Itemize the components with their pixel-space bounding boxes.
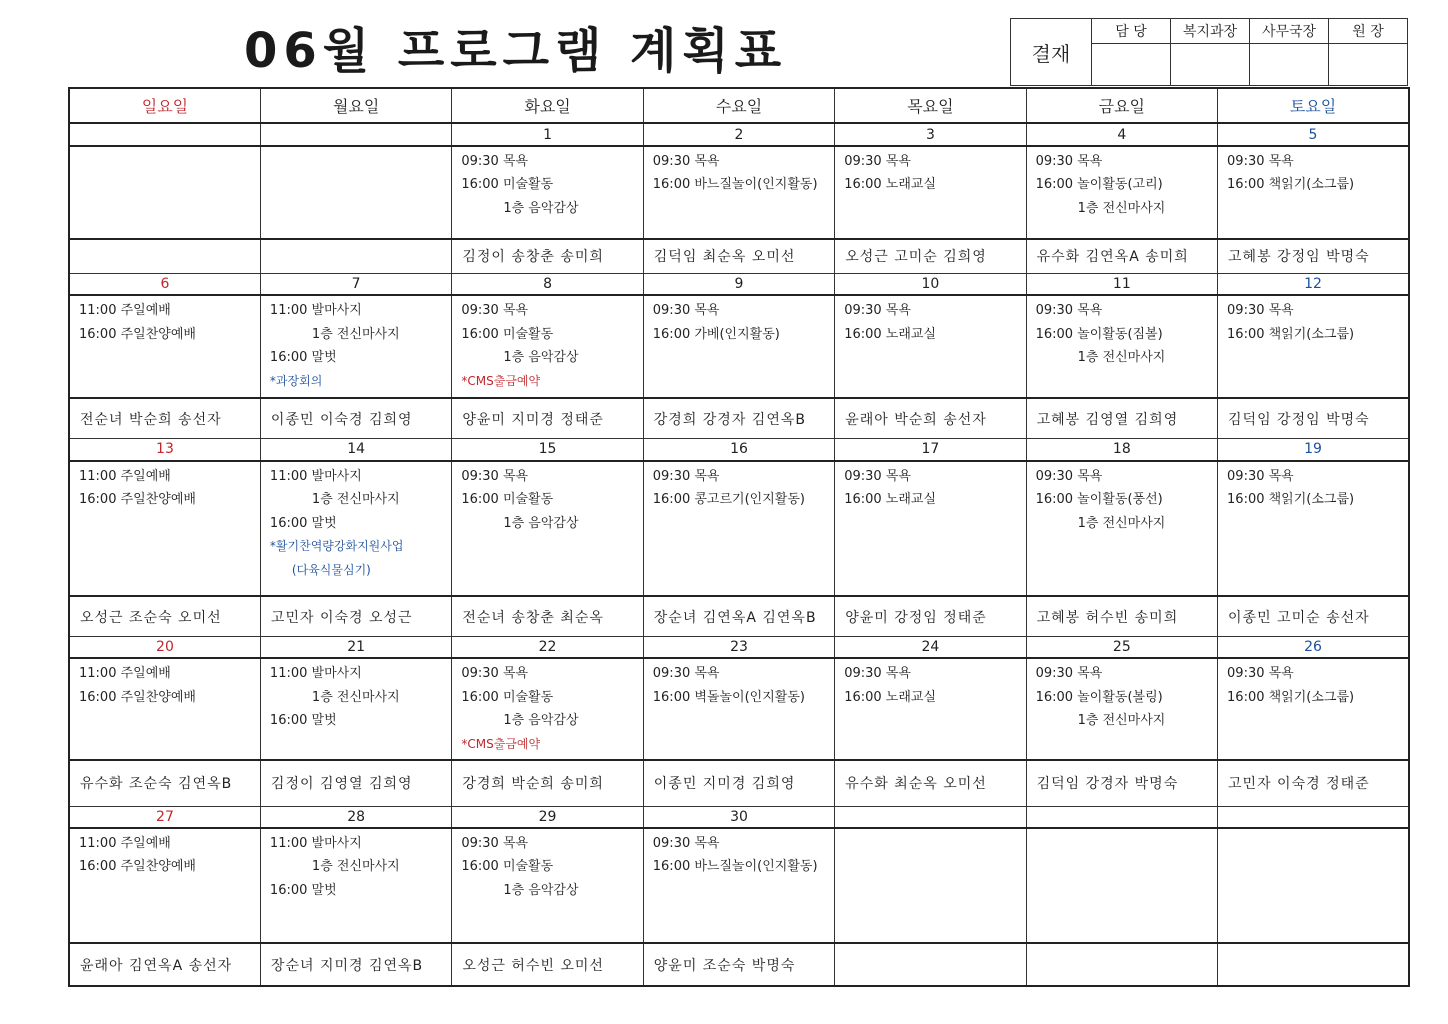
event-item: 09:30 목욕 xyxy=(1227,153,1294,169)
event-item: 09:30 목욕 xyxy=(461,153,529,169)
event-item: 09:30 목욕 xyxy=(461,303,529,318)
event-item: 11:00 발마사지 xyxy=(269,468,362,484)
event-list xyxy=(452,147,642,221)
event-item: 09:30 목욕 xyxy=(652,835,720,851)
date-cell: 1 xyxy=(452,123,643,145)
event-list xyxy=(70,296,260,346)
event-item: 16:00 주일찬양예배 xyxy=(79,859,196,875)
day-event-cell[interactable] xyxy=(260,146,451,239)
event-row xyxy=(69,146,1409,239)
event-item: 09:30 목욕 xyxy=(844,666,911,682)
event-list xyxy=(70,462,260,512)
event-item: 16:00 미술활동 xyxy=(461,326,554,342)
date-cell: 27 xyxy=(69,806,260,828)
event-item: 1층 음악감상 xyxy=(503,515,579,531)
event-item: 16:00 바느질놀이(인지활동) xyxy=(652,177,818,193)
event-list xyxy=(452,829,642,903)
participants-cell: 고혜봉 허수빈 송미희 xyxy=(1026,596,1217,636)
date-cell: 8 xyxy=(452,273,643,295)
participants-cell: 오성근 허수빈 오미선 xyxy=(452,943,643,986)
weekday-header: 수요일 xyxy=(643,88,834,123)
event-list xyxy=(261,829,451,903)
event-item: 09:30 목욕 xyxy=(1227,468,1294,484)
event-item: 16:00 노래교실 xyxy=(844,326,937,342)
participants-cell: 김정이 송창춘 송미희 xyxy=(452,239,643,273)
names-row xyxy=(69,943,1409,986)
day-event-cell[interactable] xyxy=(452,828,643,943)
event-item: 16:00 놀이활동(볼링) xyxy=(1035,689,1163,705)
event-item: 16:00 말벗 xyxy=(269,713,337,729)
event-item: 09:30 목욕 xyxy=(1035,666,1103,682)
day-event-cell[interactable] xyxy=(1026,295,1217,398)
event-item: 16:00 가베(인지활동) xyxy=(652,326,780,342)
signature-box[interactable] xyxy=(1250,44,1329,86)
event-list xyxy=(452,296,642,393)
participants-cell: 유수화 조순숙 김연옥B xyxy=(69,760,260,807)
event-list xyxy=(452,462,642,536)
date-cell: 26 xyxy=(1218,637,1409,659)
event-item: 1층 음악감상 xyxy=(503,350,579,365)
participants-cell xyxy=(69,239,260,273)
participants-cell: 장순녀 김연옥A 김연옥B xyxy=(643,596,834,636)
participants-cell: 김덕임 강정임 박명숙 xyxy=(1218,398,1409,438)
day-event-cell[interactable] xyxy=(1218,658,1409,759)
day-event-cell[interactable] xyxy=(1026,461,1217,597)
day-event-cell[interactable] xyxy=(452,658,643,759)
event-row xyxy=(69,295,1409,398)
day-event-cell[interactable] xyxy=(835,461,1026,597)
event-list xyxy=(1218,147,1408,197)
event-list xyxy=(835,296,1025,346)
day-event-cell[interactable] xyxy=(643,146,834,239)
day-event-cell[interactable] xyxy=(69,828,260,943)
event-item: 16:00 벽돌놀이(인지활동) xyxy=(652,689,805,705)
participants-cell xyxy=(1026,943,1217,986)
participants-cell: 고혜봉 김영열 김희영 xyxy=(1026,398,1217,438)
day-event-cell[interactable] xyxy=(260,461,451,597)
weekday-header: 일요일 xyxy=(69,88,260,123)
date-cell: 12 xyxy=(1218,273,1409,295)
event-item: 1층 전신마사지 xyxy=(311,326,400,342)
day-event-cell[interactable] xyxy=(1218,146,1409,239)
event-item: 09:30 목욕 xyxy=(461,468,529,484)
weekday-header: 월요일 xyxy=(260,88,451,123)
event-item: 16:00 주일찬양예배 xyxy=(79,492,196,507)
event-item: 16:00 주일찬양예배 xyxy=(79,689,196,705)
event-note: *과장회의 xyxy=(269,373,323,388)
event-item: 09:30 목욕 xyxy=(844,468,911,484)
event-list xyxy=(1027,296,1217,370)
participants-cell: 강경희 박순희 송미희 xyxy=(452,760,643,807)
calendar-table xyxy=(68,87,1410,987)
participants-cell: 전순녀 박순희 송선자 xyxy=(69,398,260,438)
names-row xyxy=(69,239,1409,273)
event-item: 16:00 미술활동 xyxy=(461,492,554,507)
event-list xyxy=(835,462,1025,512)
weekday-header: 토요일 xyxy=(1218,88,1409,123)
day-event-cell[interactable] xyxy=(835,828,1026,943)
weekday-header-row xyxy=(69,88,1409,123)
event-item: 16:00 노래교실 xyxy=(844,492,937,507)
event-item: 1층 전신마사지 xyxy=(1077,350,1166,365)
event-item: 16:00 놀이활동(짐볼) xyxy=(1035,326,1163,342)
participants-cell: 김정이 김영열 김희영 xyxy=(260,760,451,807)
day-event-cell[interactable] xyxy=(1026,828,1217,943)
event-row xyxy=(69,461,1409,597)
event-item: 1층 전신마사지 xyxy=(1077,200,1166,216)
participants-cell: 유수화 최순옥 오미선 xyxy=(835,760,1026,807)
event-list xyxy=(644,296,834,346)
event-note: *CMS출금예약 xyxy=(461,373,541,388)
date-cell: 14 xyxy=(260,439,451,461)
participants-cell xyxy=(835,943,1026,986)
day-event-cell[interactable] xyxy=(69,461,260,597)
date-cell: 19 xyxy=(1218,439,1409,461)
event-item: 09:30 목욕 xyxy=(844,303,911,318)
names-row xyxy=(69,596,1409,636)
event-list xyxy=(1027,147,1217,221)
event-list xyxy=(452,659,642,756)
event-list xyxy=(1218,296,1408,346)
day-event-cell[interactable] xyxy=(1218,828,1409,943)
participants-cell: 장순녀 지미경 김연옥B xyxy=(260,943,451,986)
approval-role: 원 장 xyxy=(1329,19,1408,44)
participants-cell: 이종민 지미경 김희영 xyxy=(643,760,834,807)
event-item: 16:00 노래교실 xyxy=(844,689,937,705)
event-item: 16:00 책읽기(소그룹) xyxy=(1227,492,1355,507)
participants-cell: 양윤미 강정임 정태준 xyxy=(835,596,1026,636)
event-item: 09:30 목욕 xyxy=(1035,153,1103,169)
date-cell: 9 xyxy=(643,273,834,295)
event-list xyxy=(261,296,451,393)
event-item: 1층 전신마사지 xyxy=(311,689,400,705)
event-item: 09:30 목욕 xyxy=(652,468,720,484)
event-row xyxy=(69,828,1409,943)
date-cell xyxy=(260,123,451,145)
event-item: 16:00 놀이활동(고리) xyxy=(1035,177,1163,193)
day-event-cell[interactable] xyxy=(1026,146,1217,239)
participants-cell: 김덕임 강경자 박명숙 xyxy=(1026,760,1217,807)
event-item: 1층 음악감상 xyxy=(503,713,579,729)
signature-box[interactable] xyxy=(1171,44,1250,86)
day-event-cell[interactable] xyxy=(452,295,643,398)
event-list xyxy=(644,147,834,197)
weekday-header: 금요일 xyxy=(1026,88,1217,123)
participants-cell: 양윤미 지미경 정태준 xyxy=(452,398,643,438)
day-event-cell[interactable] xyxy=(1218,461,1409,597)
weekday-header: 목요일 xyxy=(835,88,1026,123)
event-list xyxy=(1027,829,1217,832)
event-item: 11:00 발마사지 xyxy=(269,303,362,318)
date-row xyxy=(69,806,1409,828)
approval-role: 복지과장 xyxy=(1171,19,1250,44)
approval-box xyxy=(1010,18,1408,86)
date-cell: 3 xyxy=(835,123,1026,145)
event-item: 16:00 미술활동 xyxy=(461,689,554,705)
date-cell: 10 xyxy=(835,273,1026,295)
date-row xyxy=(69,637,1409,659)
event-list xyxy=(1218,829,1408,832)
day-event-cell[interactable] xyxy=(1218,295,1409,398)
event-item: 11:00 주일예배 xyxy=(79,303,171,318)
day-event-cell[interactable] xyxy=(69,658,260,759)
approval-role: 담 당 xyxy=(1092,19,1171,44)
participants-cell: 윤래아 김연옥A 송선자 xyxy=(69,943,260,986)
event-list xyxy=(70,659,260,709)
event-list xyxy=(261,147,451,150)
event-item: 09:30 목욕 xyxy=(844,153,911,169)
event-note: (다육식물심기) xyxy=(291,562,371,577)
event-item: 16:00 바느질놀이(인지활동) xyxy=(652,859,818,875)
event-item: 09:30 목욕 xyxy=(1227,666,1294,682)
names-row xyxy=(69,398,1409,438)
event-list xyxy=(644,462,834,512)
date-cell: 28 xyxy=(260,806,451,828)
event-note: *CMS출금예약 xyxy=(461,736,541,751)
event-item: 1층 음악감상 xyxy=(503,882,579,898)
day-event-cell[interactable] xyxy=(835,295,1026,398)
date-row xyxy=(69,439,1409,461)
date-cell xyxy=(1026,806,1217,828)
event-list xyxy=(261,659,451,733)
weekday-header: 화요일 xyxy=(452,88,643,123)
participants-cell: 이종민 이숙경 김희영 xyxy=(260,398,451,438)
participants-cell: 김덕임 최순옥 오미선 xyxy=(643,239,834,273)
day-event-cell[interactable] xyxy=(452,461,643,597)
event-item: 09:30 목욕 xyxy=(652,153,720,169)
event-row xyxy=(69,658,1409,759)
event-item: 16:00 책읽기(소그룹) xyxy=(1227,689,1355,705)
event-item: 16:00 말벗 xyxy=(269,515,337,531)
approval-role: 사무국장 xyxy=(1250,19,1329,44)
participants-cell xyxy=(260,239,451,273)
day-event-cell[interactable] xyxy=(69,295,260,398)
date-cell: 20 xyxy=(69,637,260,659)
date-cell xyxy=(69,123,260,145)
participants-cell: 고혜봉 강정임 박명숙 xyxy=(1218,239,1409,273)
approval-label: 결재 xyxy=(1011,19,1092,86)
event-list xyxy=(261,462,451,583)
names-row xyxy=(69,760,1409,807)
participants-cell: 오성근 조순숙 오미선 xyxy=(69,596,260,636)
event-list xyxy=(644,659,834,709)
participants-cell: 강경희 강경자 김연옥B xyxy=(643,398,834,438)
event-item: 16:00 말벗 xyxy=(269,350,337,365)
event-item: 16:00 콩고르기(인지활동) xyxy=(652,492,805,507)
event-item: 16:00 주일찬양예배 xyxy=(79,326,196,342)
day-event-cell[interactable] xyxy=(452,146,643,239)
event-item: 11:00 발마사지 xyxy=(269,666,362,682)
date-cell: 22 xyxy=(452,637,643,659)
event-item: 11:00 주일예배 xyxy=(79,835,171,851)
event-item: 09:30 목욕 xyxy=(461,666,529,682)
date-row xyxy=(69,273,1409,295)
event-item: 16:00 말벗 xyxy=(269,882,337,898)
event-list xyxy=(1027,462,1217,536)
page-title: 06월 프로그램 계획표 xyxy=(244,23,788,79)
participants-cell: 유수화 김연옥A 송미희 xyxy=(1026,239,1217,273)
date-cell: 30 xyxy=(643,806,834,828)
event-item: 1층 전신마사지 xyxy=(1077,713,1166,729)
event-item: 09:30 목욕 xyxy=(652,303,720,318)
date-cell: 29 xyxy=(452,806,643,828)
date-cell: 5 xyxy=(1218,123,1409,145)
date-cell: 7 xyxy=(260,273,451,295)
date-cell xyxy=(835,806,1026,828)
participants-cell: 고민자 이숙경 정태준 xyxy=(1218,760,1409,807)
date-cell: 6 xyxy=(69,273,260,295)
day-event-cell[interactable] xyxy=(643,295,834,398)
event-item: 16:00 노래교실 xyxy=(844,177,937,193)
event-item: 11:00 주일예배 xyxy=(79,666,171,682)
date-cell: 24 xyxy=(835,637,1026,659)
date-cell: 16 xyxy=(643,439,834,461)
event-item: 16:00 미술활동 xyxy=(461,859,554,875)
event-list xyxy=(835,147,1025,197)
date-cell: 21 xyxy=(260,637,451,659)
participants-cell: 양윤미 조순숙 박명숙 xyxy=(643,943,834,986)
day-event-cell[interactable] xyxy=(260,828,451,943)
date-cell: 25 xyxy=(1026,637,1217,659)
day-event-cell[interactable] xyxy=(1026,658,1217,759)
day-event-cell[interactable] xyxy=(835,658,1026,759)
event-list xyxy=(1218,462,1408,512)
participants-cell: 오성근 고미순 김희영 xyxy=(835,239,1026,273)
event-item: 09:30 목욕 xyxy=(1035,468,1103,484)
event-item: 16:00 책읽기(소그룹) xyxy=(1227,177,1355,193)
event-item: 16:00 책읽기(소그룹) xyxy=(1227,326,1355,342)
event-list xyxy=(835,659,1025,709)
event-item: 09:30 목욕 xyxy=(1227,303,1294,318)
signature-box[interactable] xyxy=(1092,44,1171,86)
date-cell: 23 xyxy=(643,637,834,659)
event-item: 1층 전신마사지 xyxy=(311,859,400,875)
event-item: 1층 음악감상 xyxy=(503,200,579,216)
participants-cell xyxy=(1218,943,1409,986)
event-note: *활기찬역량강화지원사업 xyxy=(269,539,404,553)
day-event-cell[interactable] xyxy=(643,658,834,759)
event-item: 11:00 발마사지 xyxy=(269,835,362,851)
participants-cell: 고민자 이숙경 오성근 xyxy=(260,596,451,636)
event-list xyxy=(70,829,260,879)
event-item: 11:00 주일예배 xyxy=(79,468,171,484)
event-item: 09:30 목욕 xyxy=(652,666,720,682)
date-cell: 4 xyxy=(1026,123,1217,145)
event-item: 09:30 목욕 xyxy=(461,835,529,851)
signature-box[interactable] xyxy=(1329,44,1408,86)
event-item: 1층 전신마사지 xyxy=(311,492,400,507)
participants-cell: 전순녀 송창춘 최순옥 xyxy=(452,596,643,636)
day-event-cell[interactable] xyxy=(260,658,451,759)
date-cell: 18 xyxy=(1026,439,1217,461)
day-event-cell[interactable] xyxy=(260,295,451,398)
event-item: 16:00 미술활동 xyxy=(461,177,554,193)
event-list xyxy=(835,829,1025,832)
date-cell: 11 xyxy=(1026,273,1217,295)
event-item: 09:30 목욕 xyxy=(1035,303,1103,318)
date-cell: 2 xyxy=(643,123,834,145)
date-cell: 13 xyxy=(69,439,260,461)
day-event-cell[interactable] xyxy=(69,146,260,239)
date-cell: 17 xyxy=(835,439,1026,461)
event-list xyxy=(1027,659,1217,733)
date-cell: 15 xyxy=(452,439,643,461)
participants-cell: 이종민 고미순 송선자 xyxy=(1218,596,1409,636)
event-list xyxy=(1218,659,1408,709)
event-item: 1층 전신마사지 xyxy=(1077,515,1166,531)
day-event-cell[interactable] xyxy=(835,146,1026,239)
event-list xyxy=(70,147,260,150)
participants-cell: 윤래아 박순희 송선자 xyxy=(835,398,1026,438)
event-list xyxy=(644,829,834,879)
date-cell xyxy=(1218,806,1409,828)
event-item: 16:00 놀이활동(풍선) xyxy=(1035,492,1163,507)
day-event-cell[interactable] xyxy=(643,461,834,597)
day-event-cell[interactable] xyxy=(643,828,834,943)
date-row xyxy=(69,123,1409,145)
